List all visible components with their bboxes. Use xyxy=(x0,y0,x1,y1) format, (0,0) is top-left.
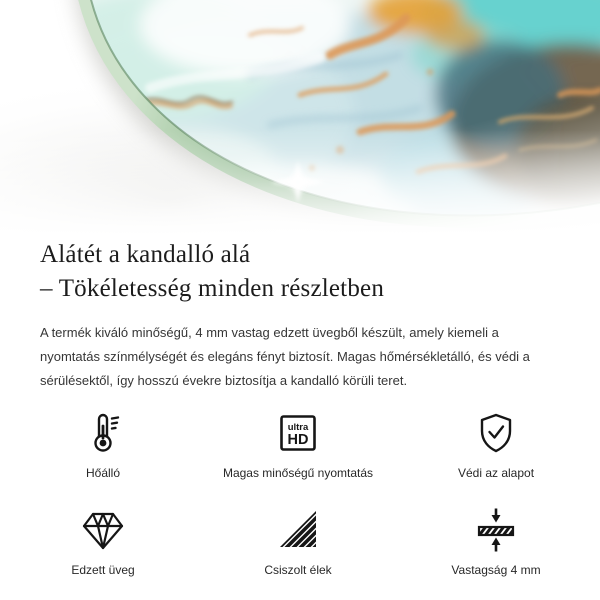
product-description-section xyxy=(0,236,600,393)
polished-edge-icon xyxy=(274,506,322,554)
feature-protects-base xyxy=(418,409,574,480)
feature-high-quality-print xyxy=(178,409,418,480)
feature-label: Hőálló xyxy=(85,466,121,481)
feature-label: Vastagság 4 mm xyxy=(451,563,541,578)
page-title xyxy=(40,238,560,305)
fade-bottom xyxy=(0,0,600,236)
svg-text:ultra: ultra xyxy=(287,422,309,434)
feature-thickness xyxy=(418,506,574,577)
product-description: A termék kiváló minőségű, 4 mm vastag edzett üvegből készült, amely kiemeli a nyomtatás színmélységét és elegáns fényt biztosít. Magas hőmérsékletálló, és védi a sérülésektől, így hosszú évekre biztosítja a kandalló körüli teret. xyxy=(40,325,530,389)
feature-tempered-glass xyxy=(28,506,178,577)
thickness-icon xyxy=(472,506,520,554)
feature-heat-resistant xyxy=(28,409,178,480)
feature-label: Csiszolt élek xyxy=(264,563,332,578)
feature-label: Védi az alapot xyxy=(457,466,535,481)
svg-text:HD: HD xyxy=(287,432,309,449)
feature-label: Magas minőségű nyomtatás xyxy=(222,466,374,481)
hero-product-image xyxy=(0,0,600,236)
feature-grid xyxy=(28,409,572,577)
shield-check-icon xyxy=(472,409,520,457)
feature-label: Edzett üveg xyxy=(71,563,135,578)
ultra-hd-icon xyxy=(274,409,322,457)
diamond-icon xyxy=(79,506,127,554)
page-title-line1: Alátét a kandalló alá xyxy=(40,241,251,268)
thermometer-icon xyxy=(79,409,127,457)
glass-disc-artwork xyxy=(0,0,600,236)
feature-polished-edges xyxy=(178,506,418,577)
page-title-line2: – Tökéletesség minden részletben xyxy=(40,274,385,302)
